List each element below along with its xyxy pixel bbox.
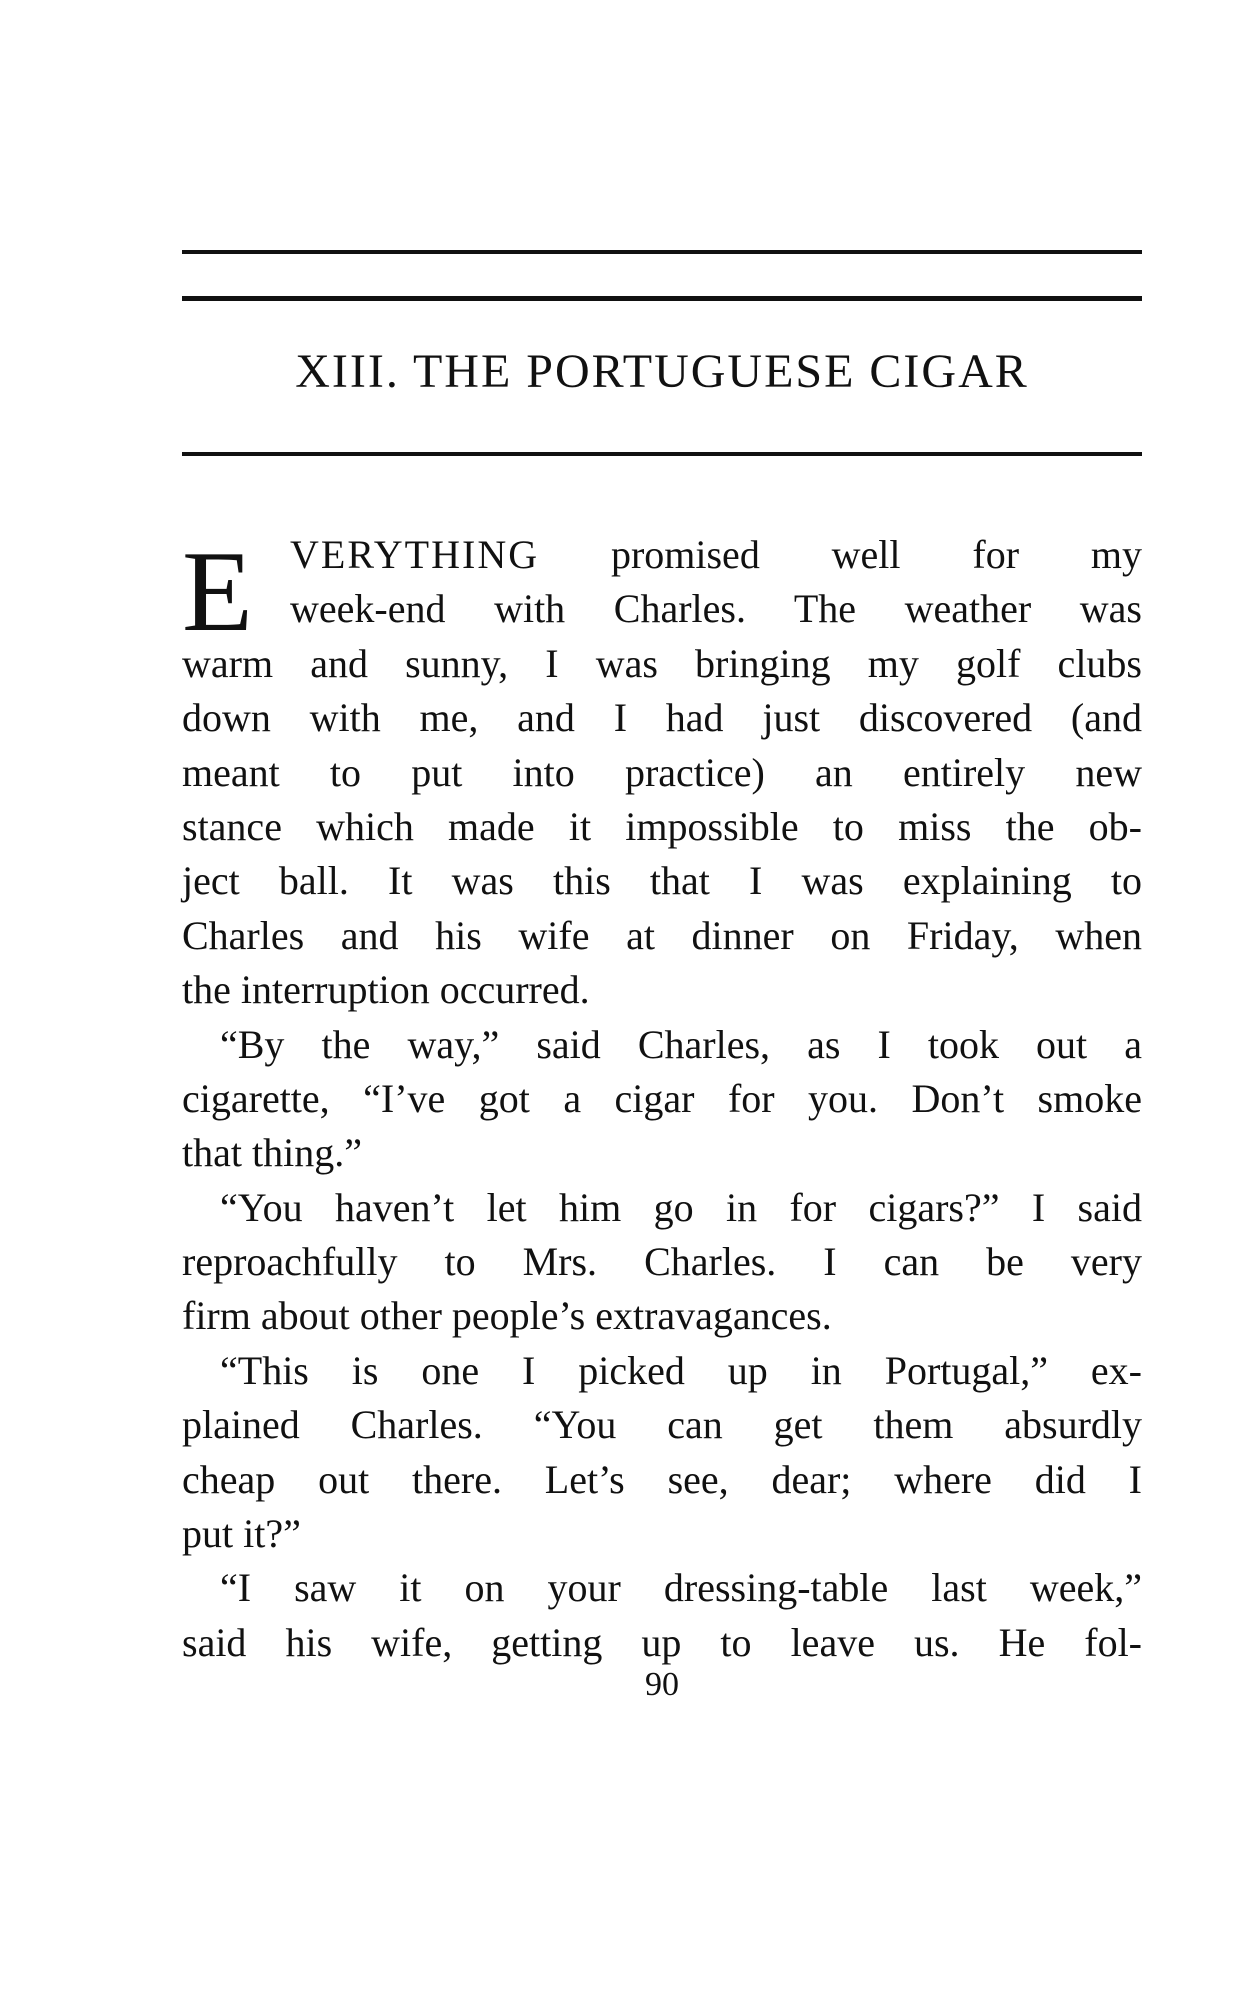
text-line: warm and sunny, I was bringing my golf clubs (182, 640, 1142, 686)
text-line: reproachfully to Mrs. Charles. I can be very (182, 1239, 1142, 1285)
text-line: Charles and his wife at dinner on Friday, when (182, 912, 1142, 958)
body-text (182, 528, 1142, 1670)
text-line: plained Charles. “You can get them absurdly (182, 1402, 1142, 1448)
top-rule (182, 250, 1142, 254)
text-line: put it?” (182, 1511, 301, 1557)
text-line: down with me, and I had just discovered (and (182, 695, 1142, 741)
text-line: cigarette, “I’ve got a cigar for you. Don’t smoke (182, 1075, 1142, 1121)
text-line: ject ball. It was this that I was explaining to (182, 858, 1142, 904)
text-line: firm about other people’s extravagances. (182, 1293, 832, 1339)
text-line: stance which made it impossible to miss the ob- (182, 803, 1142, 849)
top-rule-second (182, 296, 1142, 301)
drop-cap: E (182, 528, 253, 656)
text-line: “You haven’t let him go in for cigars?” I said (220, 1184, 1142, 1230)
text-line: cheap out there. Let’s see, dear; where did I (182, 1456, 1142, 1502)
text-line-rest: promised well for my (539, 532, 1142, 577)
text-line: “This is one I picked up in Portugal,” ex- (220, 1347, 1142, 1393)
text-line: meant to put into practice) an entirely new (182, 749, 1142, 795)
page-number: 90 (645, 1666, 679, 1703)
text-line: week-end with Charles. The weather was (290, 586, 1142, 632)
text-line: “By the way,” said Charles, as I took out a (220, 1021, 1142, 1067)
text-line: that thing.” (182, 1130, 362, 1176)
text-line: the interruption occurred. (182, 967, 590, 1013)
opening-word: VERYTHING (290, 532, 540, 577)
text-line: “I saw it on your dressing-table last week,” (220, 1565, 1142, 1611)
title-underline-rule (182, 452, 1142, 456)
text-line (182, 528, 1142, 582)
text-line: said his wife, getting up to leave us. He fol- (182, 1619, 1142, 1665)
chapter-title: XIII. THE PORTUGUESE CIGAR (295, 345, 1029, 398)
